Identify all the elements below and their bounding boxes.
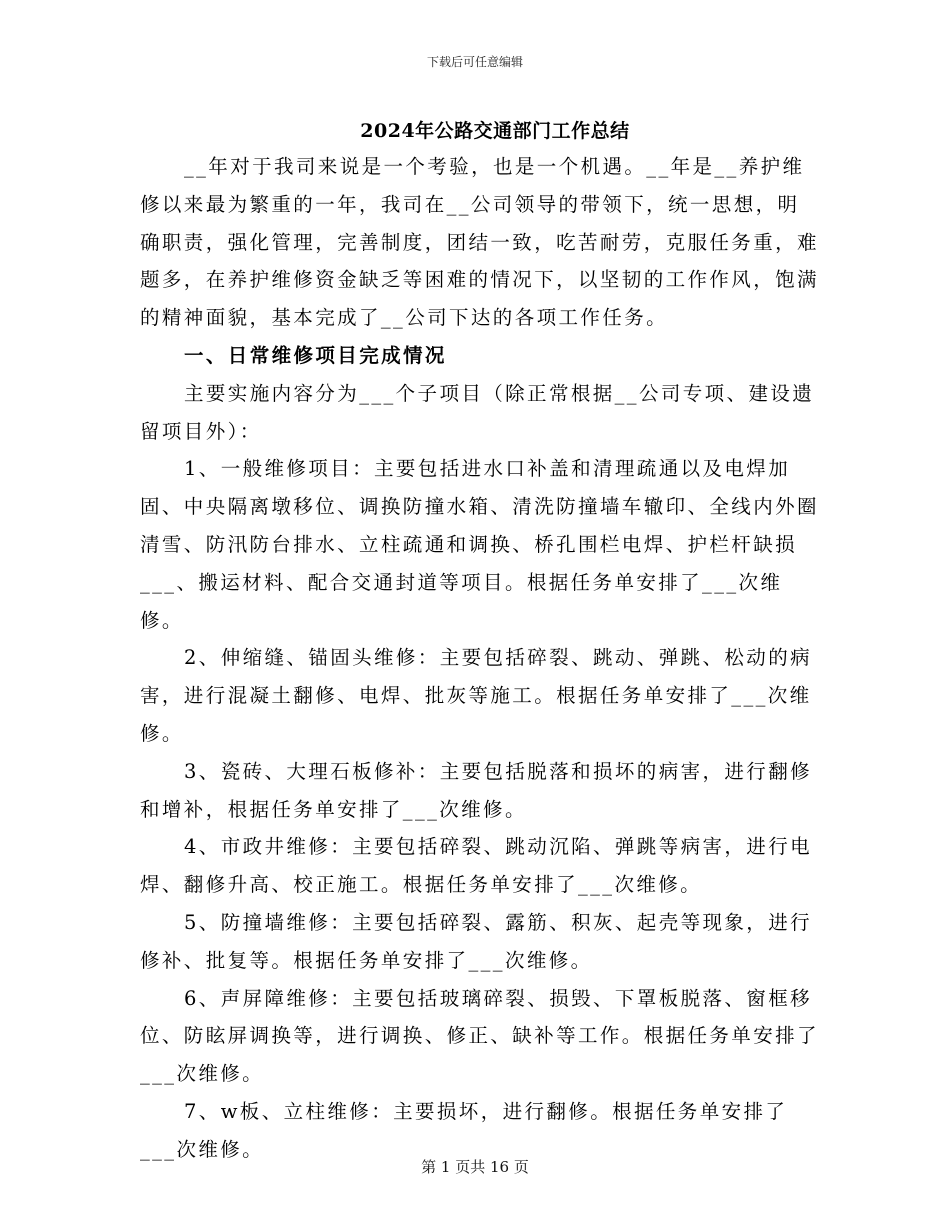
list-item-general-repair: 1、一般维修项目：主要包括进水口补盖和清理疏通以及电焊加固、中央隔离墩移位、调换防撞水箱、清洗防撞墙车辙印、全线内外圈清雪、防汛防台排水、立柱疏通和调换、桥孔围栏电焊、护栏杆缺损___、搬运材料、配合交通封道等项目。根据任务单安排了___次维修。 [140, 457, 819, 632]
list-item-expansion-joint: 2、伸缩缝、锚固头维修：主要包括碎裂、跳动、弹跳、松动的病害，进行混凝土翻修、电焊、批灰等施工。根据任务单安排了___次维修。 [140, 646, 813, 745]
section-lead-paragraph: 主要实施内容分为___个子项目（除正常根据__公司专项、建设遗留项目外）： [140, 381, 815, 443]
list-item-manhole-repair: 4、市政井维修：主要包括碎裂、跳动沉陷、弹跳等病害，进行电焊、翻修升高、校正施工。根据任务单安排了___次维修。 [140, 835, 813, 897]
document-title: 2024年公路交通部门工作总结 [360, 120, 630, 142]
list-item-barrier-wall: 5、防撞墙维修：主要包括碎裂、露筋、积灰、起壳等现象，进行修补、批复等。根据任务单安排了___次维修。 [140, 910, 813, 972]
document-body [140, 148, 820, 1169]
list-item-tile-repair: 3、瓷砖、大理石板修补：主要包括脱落和损坏的病害，进行翻修和增补，根据任务单安排了___次维修。 [140, 759, 813, 821]
list-item-sound-barrier: 6、声屏障维修：主要包括玻璃碎裂、损毁、下罩板脱落、窗框移位、防眩屏调换等，进行调换、修正、缺补等工作。根据任务单安排了___次维修。 [140, 986, 819, 1086]
list-item-w-board: 7、w板、立柱维修：主要损坏，进行翻修。根据任务单安排了___次维修。 [140, 1099, 788, 1161]
page-header-note: 下载后可任意编辑 [426, 55, 523, 69]
intro-paragraph: __年对于我司来说是一个考验，也是一个机遇。__年是__养护维修以来最为繁重的一年，我司在__公司领导的带领下，统一思想，明确职责，强化管理，完善制度，团结一致，吃苦耐劳，克服任务重，难题多，在养护维修资金缺乏等困难的情况下，以坚韧的工作作风，饱满的精神面貌，基本完成了__公司下达的各项工作任务。 [140, 155, 819, 330]
page-footer-number: 第 1 页共 16 页 [421, 1158, 529, 1176]
section-heading-1: 一、日常维修项目完成情况 [184, 343, 447, 367]
